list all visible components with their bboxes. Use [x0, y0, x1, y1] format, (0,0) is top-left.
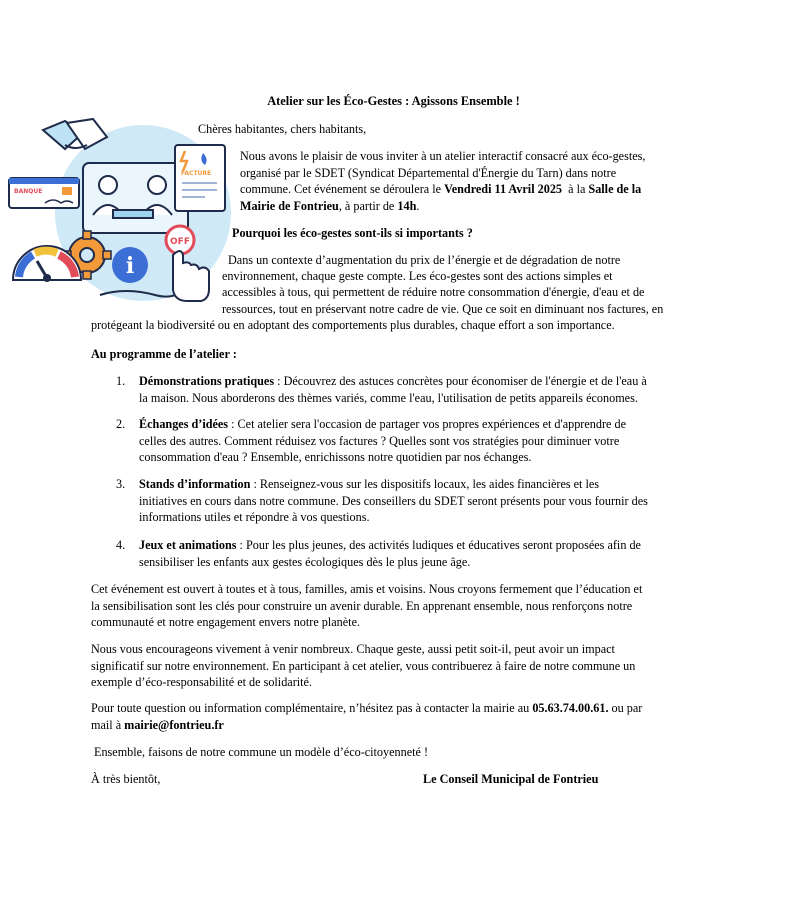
event-venue: Salle de la: [588, 182, 642, 196]
meeting-people-icon: [83, 163, 188, 233]
page-title: Atelier sur les Éco-Gestes : Agissons Ensemble !: [267, 94, 520, 108]
phone-number: 05.63.74.00.61.: [532, 701, 609, 715]
intro-paragraph: Nous avons le plaisir de vous inviter à un atelier interactif consacré aux éco-gestes, organisé par le SDET (Syndicat Départemental d'Énergie du Tarn) dans notre commune. Cet événement se déroulera le Vendredi 11 Avril 2025 à la Salle de la Mairie de Fontrieu, à partir de 14h.: [240, 149, 646, 213]
contact-paragraph: Pour toute question ou information complémentaire, n’hésitez pas à contacter la mairie au 05.63.74.00.61. ou par mail à mairie@fontrieu.fr: [91, 701, 643, 732]
svg-text:i: i: [125, 253, 135, 279]
svg-text:FACTURE: FACTURE: [181, 170, 212, 177]
email-address: mairie@fontrieu.fr: [124, 717, 224, 732]
bank-check-icon: [9, 178, 79, 208]
open-paragraph: Cet événement est ouvert à toutes et à tous, familles, amis et voisins. Nous croyons fermement que l’éducation et la sensibilisation sont les clés pour construire un avenir durable. En apprenant ensemble, nous renforçons notre communauté et notre engagement envers notre planète.: [91, 582, 643, 629]
info-icon: [112, 247, 148, 283]
event-time: 14h: [397, 198, 417, 213]
slogan: Ensemble, faisons de notre commune un modèle d’éco-citoyenneté !: [94, 745, 429, 759]
eco-gestes-illustration: [5, 115, 240, 310]
signature: Le Conseil Municipal de Fontrieu: [423, 772, 599, 786]
program-heading: Au programme de l’atelier :: [91, 347, 237, 361]
why-heading: Pourquoi les éco-gestes sont-ils si importants ?: [232, 226, 473, 240]
svg-text:OFF: OFF: [170, 237, 190, 247]
greeting: Chères habitantes, chers habitants,: [198, 122, 367, 136]
event-date: Vendredi 11 Avril 2025: [444, 182, 563, 196]
invoice-icon: [175, 145, 225, 211]
encourage-paragraph: Nous vous encourageons vivement à venir nombreux. Chaque geste, aussi petit soit-il, peut avoir un impact significatif sur notre environnement. En participant à cet atelier, vous contribuerez à faire de notre commune un exemple d’éco-responsabilité et de solidarité.: [91, 642, 636, 689]
closing: À très bientôt,: [91, 772, 161, 786]
bank-label: BANQUE: [14, 188, 43, 195]
